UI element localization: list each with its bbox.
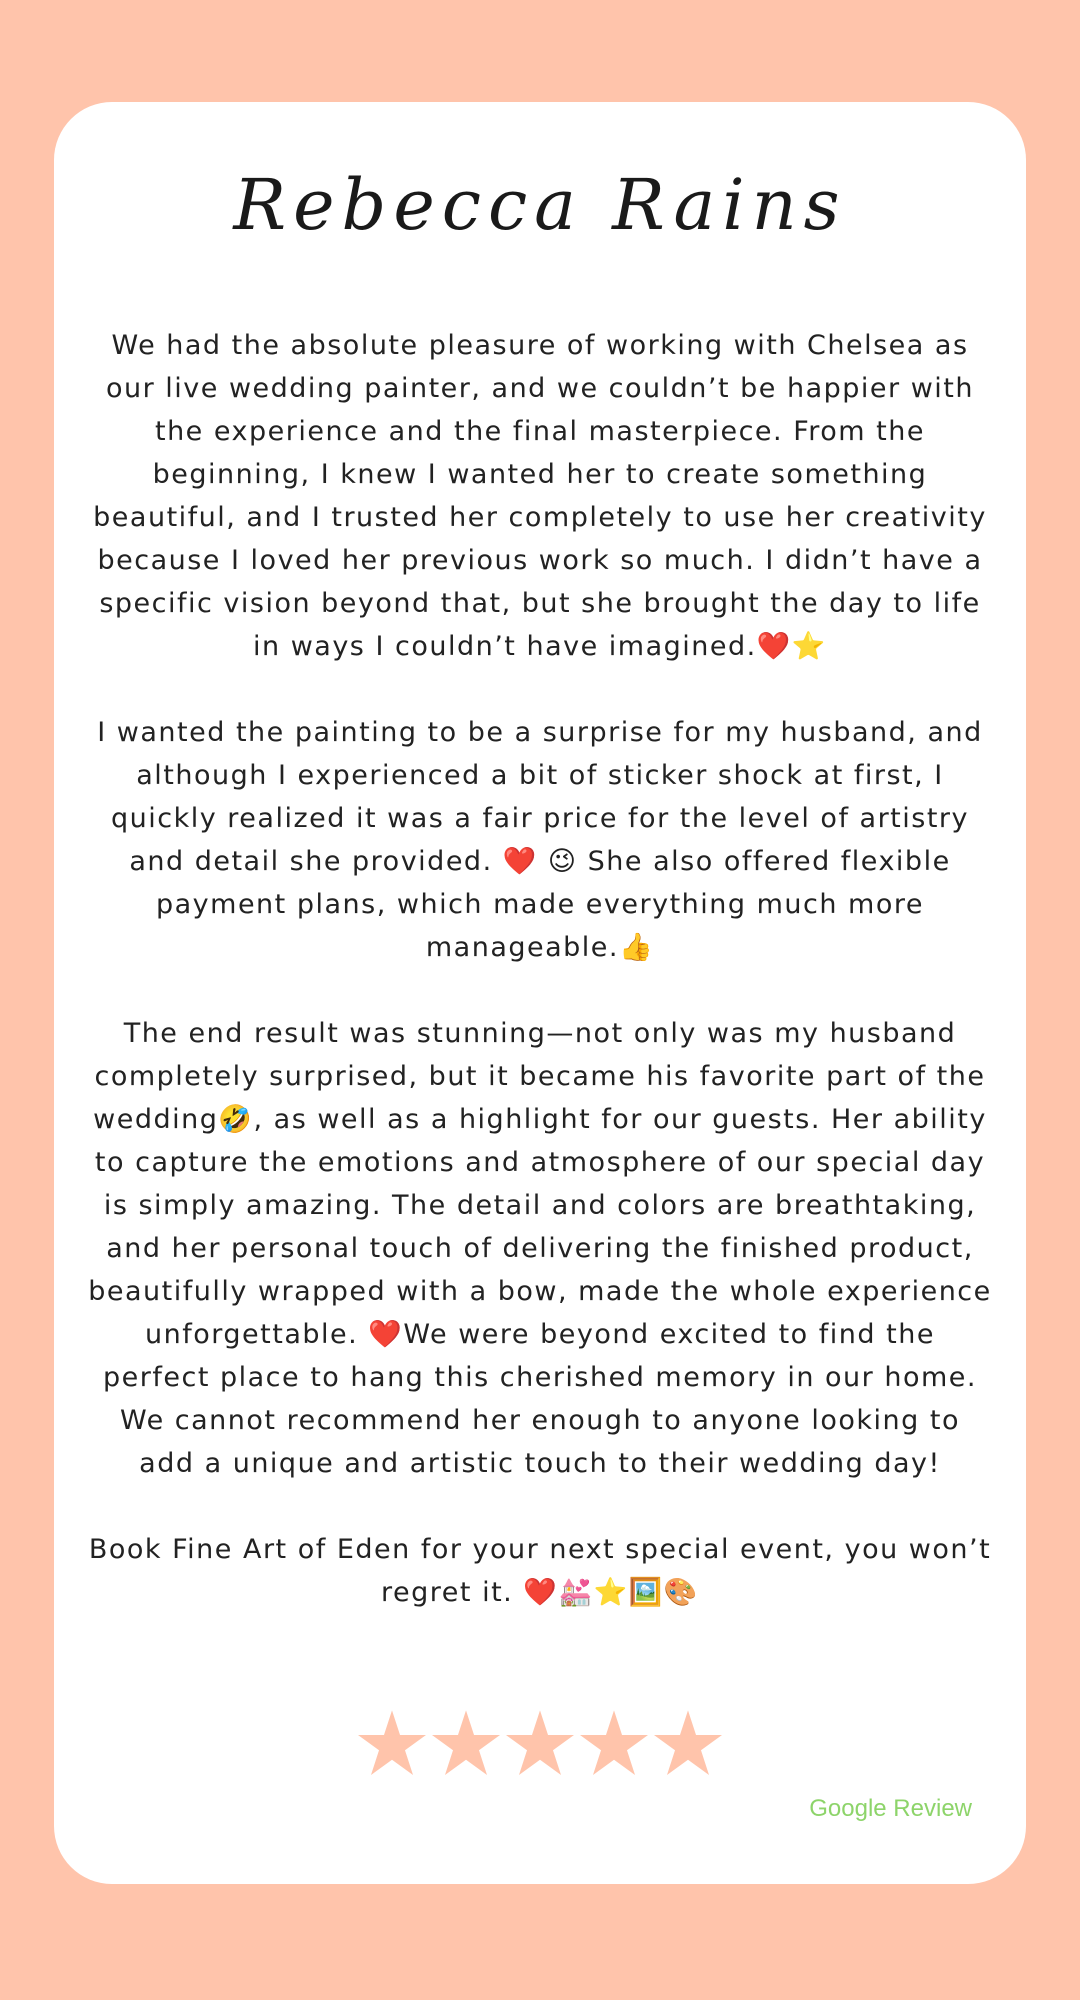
star-icon	[654, 1710, 722, 1776]
review-paragraph-1: We had the absolute pleasure of working with Chelsea as our live wedding painter, and we couldn’t be happier with the experience and the final masterpiece. From the beginning, I knew I wanted her to create something beautiful, and I trusted her completely to use her creativity because I loved her previous work so much. I didn’t have a specific vision beyond that, but she brought the day to life in ways I couldn’t have imagined.❤️⭐	[93, 330, 987, 662]
star-rating	[0, 1710, 1080, 1776]
star-icon	[432, 1710, 500, 1776]
star-icon	[358, 1710, 426, 1776]
star-icon	[506, 1710, 574, 1776]
review-body	[88, 324, 992, 1657]
star-icon	[580, 1710, 648, 1776]
reviewer-name: Rebecca Rains	[233, 164, 847, 246]
review-paragraph-2: I wanted the painting to be a surprise for my husband, and although I experienced a bit of sticker shock at first, I quickly realized it was a fair price for the level of artistry and detail she provided. ❤️ 😉 She also offered flexible payment plans, which made everything much more manageable.👍	[97, 717, 983, 963]
review-source-label: Google Review	[809, 1795, 972, 1822]
review-paragraph-3: The end result was stunning—not only was my husband completely surprised, but it became his favorite part of the wedding🤣, as well as a highlight for our guests. Her ability to capture the emotions and atmosphere of our special day is simply amazing. The detail and colors are breathtaking, and her personal touch of delivering the finished product, beautifully wrapped with a bow, made the whole experience unforgettable. ❤️We were beyond excited to find the perfect place to hang this cherished memory in our home. We cannot recommend her enough to anyone looking to add a unique and artistic touch to their wedding day!	[88, 1018, 992, 1479]
review-paragraph-4: Book Fine Art of Eden for your next special event, you won’t regret it. ❤️💒⭐🖼️🎨	[88, 1534, 992, 1608]
